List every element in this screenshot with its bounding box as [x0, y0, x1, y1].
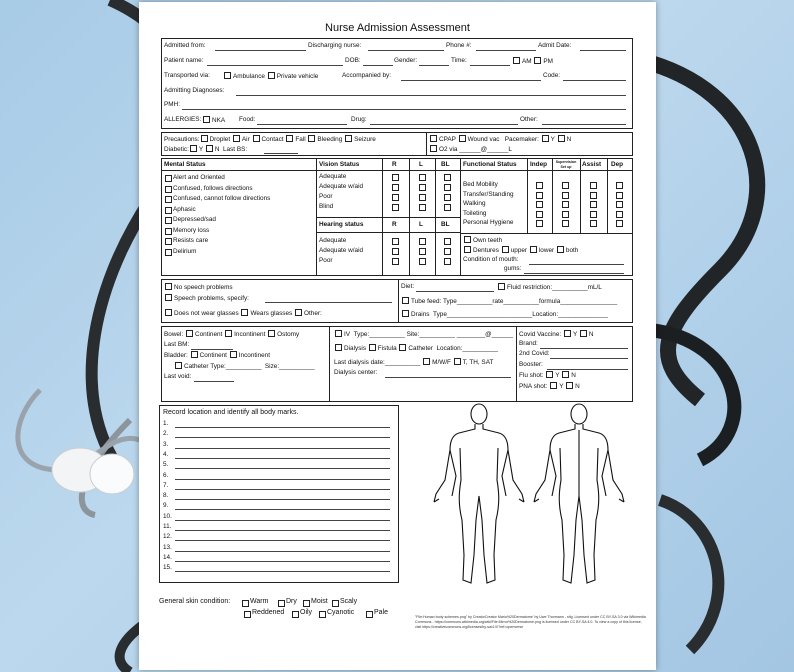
patient-name-label: Patient name: — [164, 57, 204, 64]
speech-problems-field[interactable] — [265, 302, 392, 303]
body-mark-number: 10. — [163, 512, 172, 520]
body-diagram — [419, 400, 639, 592]
fluid-restriction-row: Fluid restriction:__________mL/L — [497, 283, 602, 292]
mental-status-item: Depressed/sad — [173, 216, 216, 223]
hearing-status-heading: Hearing status — [319, 221, 364, 228]
vision-checkbox[interactable] — [392, 184, 399, 191]
wears-glasses-checkbox[interactable] — [241, 309, 248, 316]
skin-condition-item: Reddened — [252, 609, 285, 616]
body-mark-field[interactable] — [175, 540, 390, 541]
back-body-outline — [534, 404, 624, 583]
last-bm-label: Last BM: — [164, 341, 190, 348]
pmh-label: PMH: — [164, 101, 180, 108]
hearing-status-item: Poor — [319, 257, 333, 264]
func-col-2 — [552, 158, 553, 233]
tube-feed-checkbox[interactable] — [402, 297, 409, 304]
own-teeth-checkbox[interactable] — [464, 236, 471, 243]
skin-condition-checkbox[interactable] — [319, 611, 326, 618]
skin-condition-checkbox[interactable] — [303, 600, 310, 607]
vision-checkbox[interactable] — [419, 184, 426, 191]
body-mark-field[interactable] — [175, 561, 390, 562]
bowel-continent-checkbox[interactable] — [186, 330, 193, 337]
cpap-checkbox[interactable] — [430, 135, 437, 142]
vision-checkbox[interactable] — [392, 174, 399, 181]
dialysis-center-label: Dialysis center: — [334, 369, 378, 376]
skin-condition-checkbox[interactable] — [278, 600, 285, 607]
iv-catheter-checkbox[interactable] — [399, 344, 406, 351]
precautions-divider — [426, 132, 427, 156]
skin-condition-item: Warm — [250, 598, 269, 605]
functional-checkbox[interactable] — [616, 182, 623, 189]
mental-status-checkbox[interactable] — [165, 228, 172, 235]
dob-label: DOB: — [345, 57, 361, 64]
gums-label: gums: — [504, 265, 522, 272]
body-mark-field[interactable] — [175, 468, 390, 469]
accompanied-by-label: Accompanied by: — [342, 72, 392, 79]
ambulance-checkbox[interactable] — [224, 72, 231, 79]
body-marks-heading: Record location and identify all body marks. — [163, 409, 299, 416]
booster-label: Booster: — [519, 361, 543, 368]
func-assist-label: Assist — [582, 161, 602, 168]
hearing-checkbox[interactable] — [392, 248, 399, 255]
body-mark-number: 11. — [163, 523, 172, 530]
functional-checkbox[interactable] — [536, 211, 543, 218]
vision-checkbox[interactable] — [444, 194, 451, 201]
no-glasses-checkbox[interactable] — [165, 309, 172, 316]
functional-checkbox[interactable] — [590, 211, 597, 218]
diabetic-row: Diabetic: Y N Last BS: — [164, 146, 248, 153]
vision-status-item: Poor — [319, 193, 333, 200]
admit-date-field[interactable] — [580, 50, 626, 51]
body-mark-field[interactable] — [175, 551, 390, 552]
functional-checkbox[interactable] — [536, 192, 543, 199]
second-covid-field[interactable] — [550, 358, 628, 359]
flu-shot-row: Flu shot: Y N — [519, 372, 576, 379]
equipment-row: CPAP Wound vac Pacemaker: Y N — [429, 135, 571, 144]
skin-condition-label: General skin condition: — [159, 598, 231, 605]
mental-status-checkbox[interactable] — [165, 249, 172, 256]
booster-field[interactable] — [547, 369, 628, 370]
discharging-nurse-label: Discharging nurse: — [308, 42, 362, 49]
body-mark-number: 5. — [163, 461, 169, 469]
mental-status-item: Aphasic — [173, 205, 196, 213]
front-body-outline — [434, 404, 524, 583]
functional-checkbox[interactable] — [536, 220, 543, 227]
body-mark-field[interactable] — [175, 530, 390, 531]
brand-label: Brand: — [519, 340, 538, 347]
second-covid-label: 2nd Covid: — [519, 350, 550, 357]
functional-status-item: Toileting — [463, 209, 487, 217]
code-field[interactable] — [563, 80, 626, 81]
skin-condition-checkbox[interactable] — [332, 600, 339, 607]
body-mark-number: 8. — [163, 492, 169, 500]
food-label: Food: — [239, 116, 256, 123]
mental-status-heading: Mental Status — [164, 161, 206, 168]
o2-row: O2 via ______@______L — [429, 145, 512, 154]
precautions-row: Precautions: Droplet Air Contact Fall Bleeding Seizure — [164, 136, 376, 143]
functional-checkbox[interactable] — [590, 220, 597, 227]
fluid-restriction-checkbox[interactable] — [498, 283, 505, 290]
gender-field[interactable] — [419, 65, 449, 66]
speech-problems-option: Speech problems, specify: — [164, 294, 249, 303]
hearing-checkbox[interactable] — [419, 258, 426, 265]
mental-status-checkbox[interactable] — [165, 238, 172, 245]
o2-checkbox[interactable] — [430, 145, 437, 152]
speech-problems-checkbox[interactable] — [165, 294, 172, 301]
patient-name-field[interactable] — [207, 65, 343, 66]
dentures-checkbox[interactable] — [464, 246, 471, 253]
lower-checkbox[interactable] — [530, 246, 537, 253]
mental-status-item: Confused, follows directions — [173, 184, 253, 192]
functional-checkbox[interactable] — [562, 192, 569, 199]
body-mark-number: 13. — [163, 543, 172, 551]
hearing-header-line — [316, 232, 460, 233]
hearing-checkbox[interactable] — [419, 238, 426, 245]
am-checkbox[interactable] — [513, 57, 520, 64]
vision-status-item: Adequate — [319, 173, 347, 180]
dialysis-center-field[interactable] — [385, 377, 511, 378]
body-mark-number: 12. — [163, 533, 172, 541]
gender-label: Gender: — [394, 57, 418, 64]
functional-status-item: Bed Mobility — [463, 181, 498, 188]
other-allergy-field[interactable] — [542, 124, 626, 125]
am-pm-options: AM PM — [512, 57, 553, 66]
vision-checkbox[interactable] — [444, 204, 451, 211]
iv-checkbox[interactable] — [335, 330, 342, 337]
functional-checkbox[interactable] — [616, 211, 623, 218]
diabetic-no-checkbox[interactable] — [206, 145, 213, 152]
pacemaker-yes-checkbox[interactable] — [542, 135, 549, 142]
func-indep-label: Indep — [530, 161, 548, 168]
mwf-checkbox[interactable] — [423, 358, 430, 365]
admit-date-label: Admit Date: — [538, 42, 572, 49]
dialysis-checkbox[interactable] — [335, 344, 342, 351]
hearing-checkbox[interactable] — [419, 248, 426, 255]
glasses-row: Does not wear glasses Wears glasses Other: — [164, 309, 322, 318]
seizure-checkbox[interactable] — [345, 135, 352, 142]
mental-status-item: Alert and Oriented — [173, 174, 225, 181]
body-mark-field[interactable] — [175, 571, 390, 572]
pmh-field[interactable] — [182, 109, 626, 110]
skin-condition-item: Pale — [374, 609, 389, 616]
functional-status-heading: Functional Status — [463, 161, 517, 168]
body-mark-field[interactable] — [175, 448, 390, 449]
functional-teeth-divider — [460, 233, 633, 234]
bladder-continent-checkbox[interactable] — [191, 351, 198, 358]
functional-checkbox[interactable] — [536, 201, 543, 208]
nka-checkbox[interactable] — [203, 116, 210, 123]
body-mark-field[interactable] — [175, 437, 390, 438]
catheter-checkbox[interactable] — [175, 362, 182, 369]
dob-field[interactable] — [363, 65, 393, 66]
body-mark-number: 4. — [163, 450, 169, 458]
mouth-condition-field[interactable] — [529, 264, 624, 265]
vision-status-heading: Vision Status — [319, 161, 360, 168]
body-mark-field[interactable] — [175, 489, 390, 490]
admitting-diagnoses-label: Admitting Diagnoses: — [164, 87, 225, 94]
body-mark-field[interactable] — [175, 499, 390, 500]
mental-status-item: Memory loss — [173, 226, 210, 234]
discharging-nurse-field[interactable] — [368, 50, 444, 51]
diet-field[interactable] — [416, 291, 494, 292]
hearing-col-l-label: L — [419, 221, 423, 228]
bladder-row: Bladder: Continent Incontinent — [164, 352, 271, 359]
no-speech-option: No speech problems — [164, 283, 233, 292]
admitting-diagnoses-field[interactable] — [236, 95, 626, 96]
pacemaker-no-checkbox[interactable] — [558, 135, 565, 142]
vision-status-item: Blind — [319, 203, 334, 210]
vision-checkbox[interactable] — [444, 174, 451, 181]
func-col-3 — [580, 158, 581, 233]
skin-condition-item: Scaly — [340, 598, 358, 605]
nka-option: NKA — [202, 116, 225, 125]
vision-status-item: Adequate w/aid — [319, 183, 364, 190]
functional-checkbox[interactable] — [562, 182, 569, 189]
functional-checkbox[interactable] — [590, 201, 597, 208]
body-mark-field[interactable] — [175, 509, 390, 510]
bleeding-checkbox[interactable] — [308, 135, 315, 142]
fistula-checkbox[interactable] — [369, 344, 376, 351]
body-mark-number: 15. — [163, 564, 172, 572]
body-marks-section — [159, 405, 399, 583]
private-vehicle-checkbox[interactable] — [268, 72, 275, 79]
code-label: Code: — [543, 72, 561, 79]
drug-field[interactable] — [370, 124, 518, 125]
pm-checkbox[interactable] — [534, 57, 541, 64]
air-checkbox[interactable] — [233, 135, 240, 142]
bowel-row: Bowel: Continent Incontinent Ostomy — [164, 331, 300, 338]
drains-row: Drains Type________________________Location:______________ — [401, 310, 608, 319]
functional-checkbox[interactable] — [616, 201, 623, 208]
mental-status-item: Delirium — [173, 247, 197, 255]
body-mark-number: 3. — [163, 440, 169, 448]
image-attribution: "File:Human body schemes.png" by CreatorCreator Mario%20Dermatome' by Uwe Thormann - sfig. Licensed under CC BY-SA 3.0 via Wikimedia Commons - https://commons.wikimedia.org/wiki/File:Mirror%20Dermatome.png is licensed under CC BY-SA 4.0. To view a copy of this license, visit https://creativecommons.org/licenses/by-sa/4.0/?ref=openverse — [415, 615, 646, 629]
speech-diet-divider — [398, 279, 399, 323]
both-checkbox[interactable] — [557, 246, 564, 253]
skin-condition-checkbox[interactable] — [244, 611, 251, 618]
hearing-checkbox[interactable] — [444, 258, 451, 265]
dialysis-row: Dialysis Fistula Catheter Location:__________ — [334, 344, 498, 353]
drains-checkbox[interactable] — [402, 310, 409, 317]
covid-no-checkbox[interactable] — [580, 330, 587, 337]
mental-status-checkbox[interactable] — [165, 175, 172, 182]
hearing-status-item: Adequate w/aid — [319, 247, 364, 254]
mental-status-item: Resists care — [173, 237, 209, 244]
mental-status-checkbox[interactable] — [165, 207, 172, 214]
dentures-row: Dentures upper lower both — [463, 246, 578, 255]
covid-yes-checkbox[interactable] — [564, 330, 571, 337]
functional-checkbox[interactable] — [536, 182, 543, 189]
functional-checkbox[interactable] — [590, 192, 597, 199]
body-mark-number: 1. — [163, 420, 169, 427]
last-dialysis-row: Last dialysis date:__________ M/W/F T, TH, SAT — [334, 359, 494, 366]
admitted-from-field[interactable] — [215, 50, 306, 51]
phone-field[interactable] — [476, 50, 536, 51]
skin-condition-item: Moist — [311, 598, 328, 605]
wound-vac-checkbox[interactable] — [459, 135, 466, 142]
pna-shot-row: PNA shot: Y N — [519, 383, 580, 390]
func-col-1 — [527, 158, 528, 233]
hearing-col-bl-label: BL — [441, 221, 450, 228]
mental-status-item: Confused, cannot follow directions — [173, 195, 271, 202]
func-dep-label: Dep — [611, 161, 624, 168]
functional-checkbox[interactable] — [562, 220, 569, 227]
vision-checkbox[interactable] — [419, 174, 426, 181]
fall-checkbox[interactable] — [286, 135, 293, 142]
hearing-checkbox[interactable] — [444, 238, 451, 245]
skin-condition-item: Oily — [300, 609, 313, 616]
catheter-row: Catheter Type:__________ Size:__________ — [174, 362, 315, 371]
status-grid-divider-2 — [460, 158, 461, 276]
status-grid-header-line — [161, 170, 633, 171]
skin-condition-checkbox[interactable] — [242, 600, 249, 607]
mental-status-checkbox[interactable] — [165, 217, 172, 224]
body-mark-number: 9. — [163, 502, 169, 510]
vision-checkbox[interactable] — [444, 184, 451, 191]
mental-status-checkbox[interactable] — [165, 196, 172, 203]
transported-via-label: Transported via: — [164, 72, 210, 79]
vision-col-l-label: L — [419, 161, 423, 168]
last-void-field[interactable] — [194, 381, 234, 382]
functional-status-item: Personal Hygiene — [463, 219, 514, 226]
no-speech-checkbox[interactable] — [165, 283, 172, 290]
hearing-status-item: Adequate — [319, 237, 347, 244]
body-mark-number: 6. — [163, 471, 169, 479]
last-bm-field[interactable] — [191, 349, 233, 350]
header-section — [161, 38, 633, 129]
functional-checkbox[interactable] — [562, 211, 569, 218]
time-field[interactable] — [470, 65, 510, 66]
vision-checkbox[interactable] — [419, 194, 426, 201]
skin-condition-checkbox[interactable] — [366, 611, 373, 618]
skin-condition-item: Cyanotic — [327, 609, 355, 616]
last-bs-field[interactable] — [264, 153, 298, 154]
mental-status-checkbox[interactable] — [165, 186, 172, 193]
time-label: Time: — [451, 57, 467, 64]
bladder-incontinent-checkbox[interactable] — [230, 351, 237, 358]
brand-field[interactable] — [540, 348, 628, 349]
skin-condition-checkbox[interactable] — [292, 611, 299, 618]
ostomy-checkbox[interactable] — [268, 330, 275, 337]
pna-yes-checkbox[interactable] — [550, 382, 557, 389]
functional-checkbox[interactable] — [562, 201, 569, 208]
body-mark-number: 7. — [163, 481, 169, 489]
functional-checkbox[interactable] — [616, 220, 623, 227]
phone-label: Phone #: — [446, 42, 472, 49]
skin-condition-item: Dry — [286, 598, 297, 605]
flu-no-checkbox[interactable] — [562, 371, 569, 378]
body-mark-number: 2. — [163, 430, 169, 438]
covid-vaccine-row: Covid Vaccine: Y N — [519, 331, 594, 338]
tts-checkbox[interactable] — [454, 358, 461, 365]
own-teeth-option: Own teeth — [463, 236, 502, 245]
hearing-checkbox[interactable] — [392, 258, 399, 265]
body-mark-field[interactable] — [175, 479, 390, 480]
food-field[interactable] — [257, 124, 347, 125]
body-mark-number: 14. — [163, 553, 172, 561]
gums-field[interactable] — [524, 273, 624, 274]
functional-status-item: Transfer/Standing — [463, 190, 514, 198]
assessment-form — [139, 2, 656, 670]
diet-label: Diet: — [401, 283, 415, 290]
hearing-checkbox[interactable] — [444, 248, 451, 255]
iv-row: IV Type:__________ Site:__________ ________@______ — [334, 330, 513, 339]
droplet-checkbox[interactable] — [201, 135, 208, 142]
other-allergy-label: Other: — [520, 116, 538, 123]
vision-checkbox[interactable] — [419, 204, 426, 211]
hearing-col-r-label: R — [392, 221, 397, 228]
admitted-from-label: Admitted from: — [164, 42, 206, 49]
upper-checkbox[interactable] — [502, 246, 509, 253]
elim-iv-divider — [329, 326, 330, 402]
vision-col-bl-label: BL — [441, 161, 450, 168]
functional-checkbox[interactable] — [590, 182, 597, 189]
allergies-label: ALLERGIES: — [164, 116, 202, 123]
func-supervision-label: Supervision Set up — [555, 160, 577, 169]
contact-checkbox[interactable] — [253, 135, 260, 142]
last-void-label: Last void: — [164, 373, 192, 380]
func-col-4 — [607, 158, 608, 233]
functional-checkbox[interactable] — [616, 192, 623, 199]
tube-feed-row: Tube feed: Type__________rate__________formula________________ — [401, 297, 617, 306]
other-glasses-checkbox[interactable] — [295, 309, 302, 316]
transport-options: Ambulance Private vehicle — [223, 72, 318, 81]
body-mark-field[interactable] — [175, 458, 390, 459]
mouth-condition-label: Condition of mouth: — [463, 256, 519, 263]
vision-checkbox[interactable] — [392, 204, 399, 211]
body-mark-field[interactable] — [175, 427, 390, 428]
pna-no-checkbox[interactable] — [566, 382, 573, 389]
flu-yes-checkbox[interactable] — [546, 371, 553, 378]
accompanied-by-field[interactable] — [401, 80, 541, 81]
form-title: Nurse Admission Assessment — [325, 22, 470, 34]
vision-checkbox[interactable] — [392, 194, 399, 201]
iv-covid-divider — [516, 326, 517, 402]
vision-hearing-divider — [316, 217, 460, 218]
diabetic-yes-checkbox[interactable] — [190, 145, 197, 152]
hearing-checkbox[interactable] — [392, 238, 399, 245]
vision-col-r-label: R — [392, 161, 397, 168]
drug-label: Drug: — [351, 116, 367, 123]
body-mark-field[interactable] — [175, 520, 390, 521]
bowel-incontinent-checkbox[interactable] — [225, 330, 232, 337]
functional-status-item: Walking — [463, 200, 486, 207]
